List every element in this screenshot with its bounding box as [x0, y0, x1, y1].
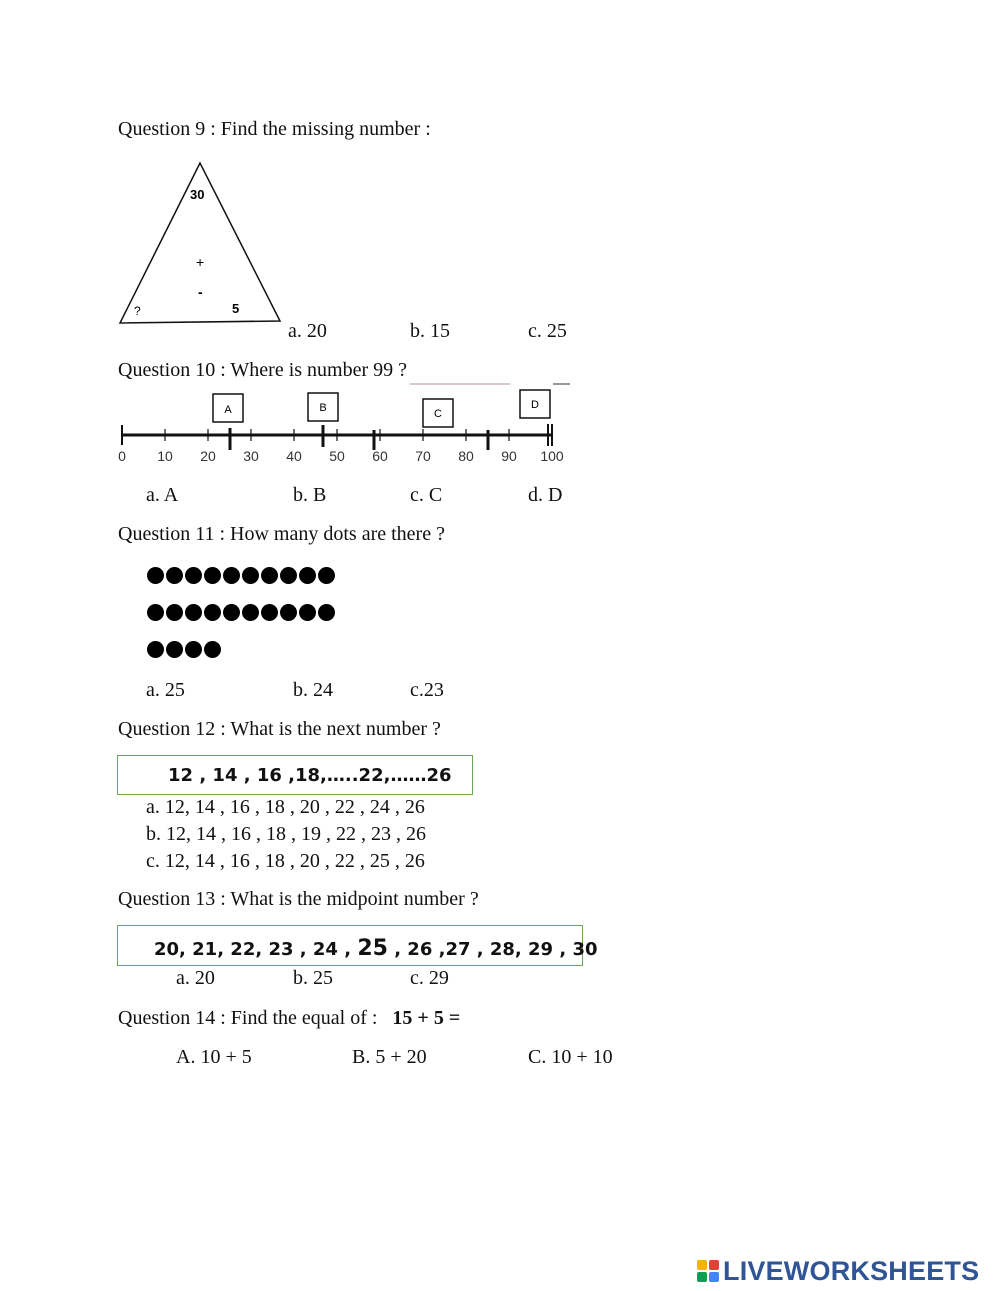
- dot-row-1: [147, 567, 335, 584]
- question-13-title: Question 13 : What is the midpoint number ?: [118, 888, 479, 910]
- q13-option-c[interactable]: c. 29: [410, 967, 449, 989]
- triangle-left-unknown: ?: [134, 304, 141, 318]
- q12-option-c[interactable]: c. 12, 14 , 16 , 18 , 20 , 22 , 25 , 26: [146, 850, 425, 872]
- q14-option-b[interactable]: B. 5 + 20: [352, 1046, 427, 1068]
- dot: [261, 567, 278, 584]
- question-14-expression: 15 + 5 =: [392, 1007, 461, 1029]
- question-10-title: Question 10 : Where is number 99 ?: [118, 359, 408, 381]
- dot: [185, 604, 202, 621]
- triangle-right-number: 5: [232, 301, 240, 316]
- dot: [242, 604, 259, 621]
- liveworksheets-logo: [697, 1254, 979, 1288]
- dot: [147, 604, 164, 621]
- marker-label-c: C: [434, 408, 442, 420]
- dot: [204, 604, 221, 621]
- logo-block: [697, 1272, 707, 1282]
- marker-label-a: A: [224, 404, 232, 416]
- q14-option-a[interactable]: A. 10 + 5: [176, 1046, 252, 1068]
- q11-option-c[interactable]: c.23: [410, 679, 444, 701]
- dot: [166, 604, 183, 621]
- question-14-text: Question 14 : Find the equal of :: [118, 1007, 378, 1029]
- dot: [280, 604, 297, 621]
- dot: [185, 567, 202, 584]
- triangle-top-number: 30: [190, 187, 205, 202]
- logo-block: [709, 1272, 719, 1282]
- tick-label: 20: [200, 448, 216, 464]
- question-11-title: Question 11 : How many dots are there ?: [118, 523, 445, 545]
- dot: [318, 604, 335, 621]
- q9-option-a[interactable]: a. 20: [288, 320, 327, 342]
- marker-label-b: B: [319, 402, 327, 414]
- q11-option-a[interactable]: a. 25: [146, 679, 185, 701]
- midpoint-box: [117, 925, 598, 966]
- q11-option-b[interactable]: b. 24: [293, 679, 333, 701]
- dot: [318, 567, 335, 584]
- dot: [261, 604, 278, 621]
- dot: [223, 567, 240, 584]
- q12-option-b[interactable]: b. 12, 14 , 16 , 18 , 19 , 22 , 23 , 26: [146, 823, 426, 845]
- sequence-box: [117, 755, 473, 795]
- marker-label-d: D: [531, 399, 539, 411]
- tick-label: 30: [243, 448, 259, 464]
- q10-option-b[interactable]: b. B: [293, 484, 327, 506]
- dot: [242, 567, 259, 584]
- question-14-title: [118, 1007, 460, 1030]
- q10-option-c[interactable]: c. C: [410, 484, 443, 506]
- dot: [166, 641, 183, 658]
- dot: [147, 567, 164, 584]
- midpoint-seq-after: , 26 ,27 , 28, 29 , 30: [387, 939, 598, 960]
- tick-label: 90: [501, 448, 517, 464]
- q13-option-b[interactable]: b. 25: [293, 967, 333, 989]
- number-line: [115, 380, 575, 470]
- tick-label: 50: [329, 448, 345, 464]
- q10-option-d[interactable]: d. D: [528, 484, 563, 506]
- dot: [204, 567, 221, 584]
- dot: [185, 641, 202, 658]
- logo-block: [709, 1260, 719, 1270]
- dot: [223, 604, 240, 621]
- sequence-text: 12 , 14 , 16 ,18,…..22,……26: [168, 765, 452, 786]
- tick-label: 70: [415, 448, 431, 464]
- dot-row-2: [147, 604, 335, 621]
- q13-option-a[interactable]: a. 20: [176, 967, 215, 989]
- q9-option-c[interactable]: c. 25: [528, 320, 567, 342]
- midpoint-seq-middle: 25: [357, 936, 388, 961]
- triangle-figure: [112, 155, 292, 330]
- dot: [166, 567, 183, 584]
- logo-block: [697, 1260, 707, 1270]
- logo-blocks-icon: [697, 1260, 719, 1282]
- dot: [299, 567, 316, 584]
- triangle-minus-sign: -: [198, 284, 203, 300]
- q10-option-a[interactable]: a. A: [146, 484, 179, 506]
- tick-label: 40: [286, 448, 302, 464]
- question-12-title: Question 12 : What is the next number ?: [118, 718, 441, 740]
- q12-option-a[interactable]: a. 12, 14 , 16 , 18 , 20 , 22 , 24 , 26: [146, 796, 425, 818]
- tick-label: 60: [372, 448, 388, 464]
- dot: [299, 604, 316, 621]
- midpoint-seq-before: 20, 21, 22, 23 , 24 ,: [154, 939, 358, 960]
- brand-name: LIVEWORKSHEETS: [723, 1255, 980, 1286]
- dot: [204, 641, 221, 658]
- q14-option-c[interactable]: C. 10 + 10: [528, 1046, 613, 1068]
- q9-option-b[interactable]: b. 15: [410, 320, 450, 342]
- dot-row-3: [147, 641, 221, 658]
- tick-label: 10: [157, 448, 173, 464]
- triangle-plus-sign: +: [196, 254, 205, 270]
- dot: [280, 567, 297, 584]
- question-9-title: Question 9 : Find the missing number :: [118, 118, 431, 140]
- tick-label: 80: [458, 448, 474, 464]
- tick-label: 0: [118, 448, 126, 464]
- tick-label: 100: [540, 448, 564, 464]
- dot: [147, 641, 164, 658]
